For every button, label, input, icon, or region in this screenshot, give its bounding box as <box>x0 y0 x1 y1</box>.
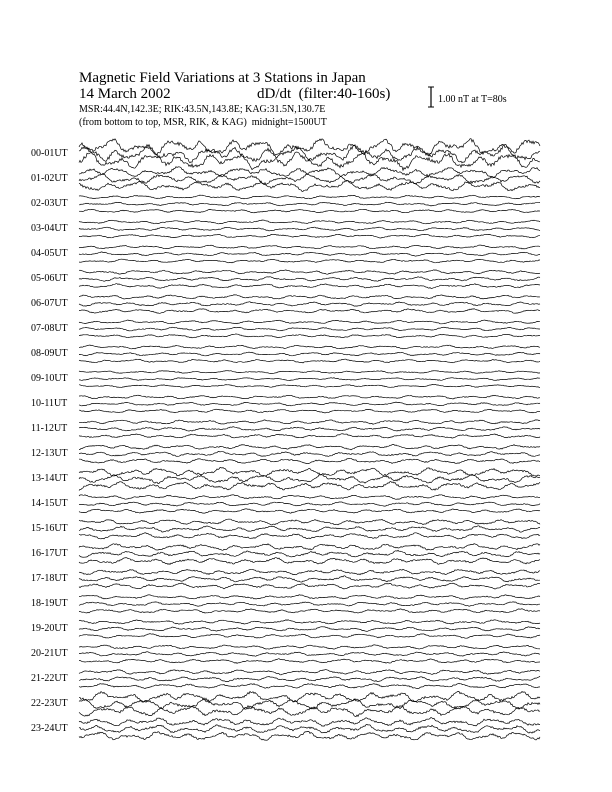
trace-03-04UT-KAG <box>79 220 540 224</box>
row-label-10-11UT: 10-11UT <box>31 398 68 409</box>
trace-01-02UT-MSR <box>79 180 540 191</box>
trace-18-19UT-MSR <box>79 609 540 613</box>
trace-07-08UT-KAG <box>79 320 540 324</box>
row-label-03-04UT: 03-04UT <box>31 223 68 234</box>
row-label-09-10UT: 09-10UT <box>31 373 68 384</box>
trace-22-23UT-KAG <box>79 691 540 702</box>
row-label-01-02UT: 01-02UT <box>31 173 68 184</box>
trace-14-15UT-KAG <box>79 495 540 500</box>
trace-00-01UT-MSR <box>79 152 540 170</box>
trace-07-08UT-MSR <box>79 334 540 338</box>
trace-19-20UT-MSR <box>79 634 540 639</box>
trace-22-23UT-RIK <box>79 698 540 709</box>
trace-02-03UT-RIK <box>79 202 540 206</box>
row-label-23-24UT: 23-24UT <box>31 723 68 734</box>
trace-02-03UT-MSR <box>79 209 540 213</box>
trace-10-11UT-RIK <box>79 402 540 406</box>
trace-07-08UT-RIK <box>79 327 540 331</box>
trace-12-13UT-RIK <box>79 452 540 457</box>
trace-05-06UT-KAG <box>79 270 540 274</box>
trace-05-06UT-MSR <box>79 284 540 289</box>
trace-17-18UT-MSR <box>79 583 540 589</box>
trace-12-13UT-MSR <box>79 458 540 463</box>
trace-16-17UT-MSR <box>79 558 540 565</box>
trace-08-09UT-MSR <box>79 359 540 363</box>
trace-04-05UT-RIK <box>79 252 540 256</box>
row-label-19-20UT: 19-20UT <box>31 623 68 634</box>
scale-label: 1.00 nT at T=80s <box>438 94 507 105</box>
trace-06-07UT-KAG <box>79 295 540 299</box>
trace-09-10UT-RIK <box>79 378 540 381</box>
row-label-21-22UT: 21-22UT <box>31 673 68 684</box>
row-label-04-05UT: 04-05UT <box>31 248 68 259</box>
row-label-05-06UT: 05-06UT <box>31 273 68 284</box>
trace-15-16UT-RIK <box>79 526 540 532</box>
trace-20-21UT-RIK <box>79 652 540 657</box>
trace-20-21UT-MSR <box>79 659 540 664</box>
row-label-07-08UT: 07-08UT <box>31 323 68 334</box>
quantity-label: dD/dt <box>257 86 292 102</box>
row-label-20-21UT: 20-21UT <box>31 648 68 659</box>
row-label-14-15UT: 14-15UT <box>31 498 68 509</box>
order-note: (from bottom to top, MSR, RIK, & KAG) <box>79 117 247 128</box>
trace-19-20UT-RIK <box>79 627 540 632</box>
trace-05-06UT-RIK <box>79 277 540 282</box>
row-label-16-17UT: 16-17UT <box>31 548 68 559</box>
trace-03-04UT-RIK <box>79 227 540 231</box>
trace-12-13UT-KAG <box>79 444 540 449</box>
trace-09-10UT-KAG <box>79 371 540 374</box>
trace-23-24UT-MSR <box>79 731 540 740</box>
chart-title: Magnetic Field Variations at 3 Stations in Japan <box>79 70 366 86</box>
date-label: 14 March 2002 <box>79 86 171 102</box>
trace-15-16UT-MSR <box>79 533 540 539</box>
trace-10-11UT-MSR <box>79 409 540 413</box>
row-label-12-13UT: 12-13UT <box>31 448 68 459</box>
trace-21-22UT-MSR <box>79 683 540 688</box>
trace-21-22UT-RIK <box>79 676 540 682</box>
trace-09-10UT-MSR <box>79 385 540 388</box>
trace-11-12UT-KAG <box>79 420 540 424</box>
trace-01-02UT-RIK <box>79 174 540 185</box>
row-label-11-12UT: 11-12UT <box>31 423 68 434</box>
filter-label: (filter:40-160s) <box>298 86 391 102</box>
trace-06-07UT-MSR <box>79 309 540 314</box>
trace-13-14UT-MSR <box>79 482 540 491</box>
trace-04-05UT-MSR <box>79 259 540 263</box>
trace-16-17UT-RIK <box>79 550 540 557</box>
station-list: MSR:44.4N,142.3E; RIK:43.5N,143.8E; KAG:31.5N,130.7E <box>79 104 326 115</box>
trace-16-17UT-KAG <box>79 544 540 551</box>
row-label-17-18UT: 17-18UT <box>31 573 68 584</box>
trace-08-09UT-RIK <box>79 352 540 356</box>
trace-08-09UT-KAG <box>79 345 540 349</box>
trace-10-11UT-KAG <box>79 395 540 399</box>
trace-23-24UT-KAG <box>79 717 540 726</box>
trace-19-20UT-KAG <box>79 620 540 625</box>
trace-18-19UT-KAG <box>79 595 540 599</box>
trace-11-12UT-MSR <box>79 434 540 438</box>
row-label-22-23UT: 22-23UT <box>31 698 68 709</box>
trace-17-18UT-KAG <box>79 569 540 575</box>
trace-15-16UT-KAG <box>79 519 540 525</box>
trace-03-04UT-MSR <box>79 234 540 238</box>
row-label-08-09UT: 08-09UT <box>31 348 68 359</box>
trace-04-05UT-KAG <box>79 245 540 249</box>
trace-21-22UT-KAG <box>79 670 540 675</box>
row-label-06-07UT: 06-07UT <box>31 298 68 309</box>
row-label-18-19UT: 18-19UT <box>31 598 68 609</box>
trace-02-03UT-KAG <box>79 195 540 199</box>
trace-18-19UT-RIK <box>79 602 540 607</box>
trace-14-15UT-MSR <box>79 509 540 513</box>
row-label-02-03UT: 02-03UT <box>31 198 68 209</box>
row-label-00-01UT: 00-01UT <box>31 148 68 159</box>
trace-01-02UT-KAG <box>79 167 540 178</box>
trace-14-15UT-RIK <box>79 502 540 506</box>
trace-17-18UT-RIK <box>79 576 540 582</box>
trace-20-21UT-KAG <box>79 645 540 649</box>
trace-06-07UT-RIK <box>79 302 540 307</box>
row-label-15-16UT: 15-16UT <box>31 523 68 534</box>
trace-11-12UT-RIK <box>79 427 540 432</box>
midnight-note: midnight=1500UT <box>251 117 327 128</box>
row-label-13-14UT: 13-14UT <box>31 473 68 484</box>
